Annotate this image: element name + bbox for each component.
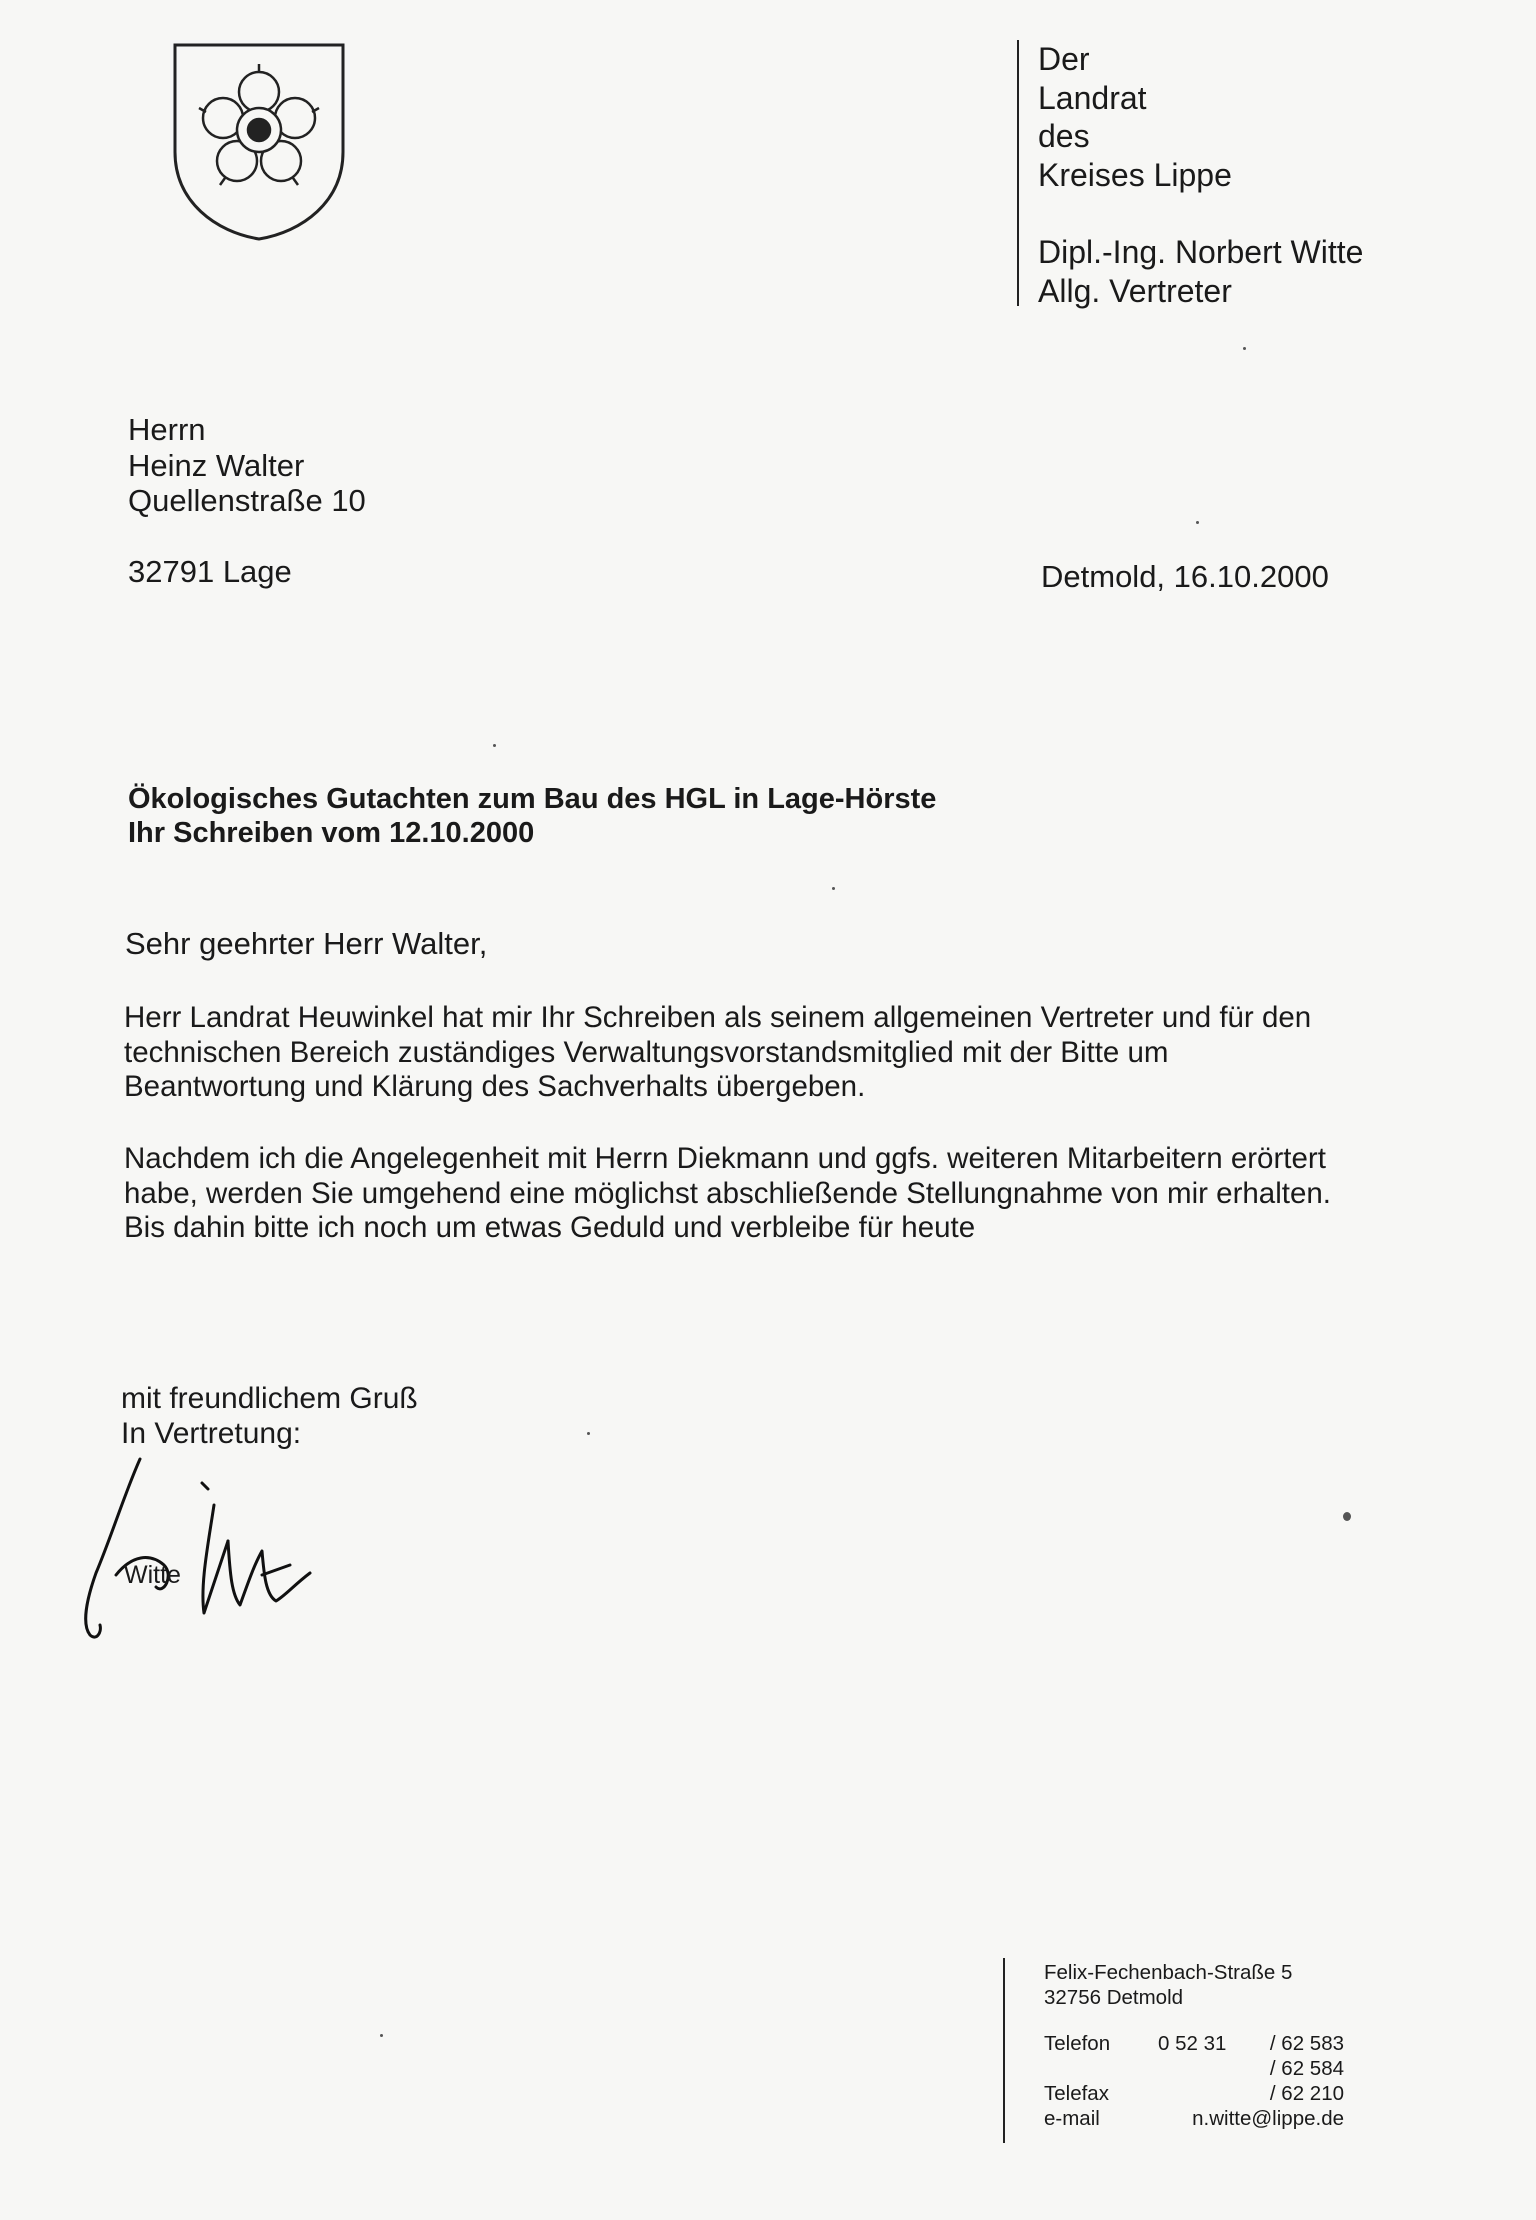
lippe-rose-coat-of-arms-icon <box>172 42 346 242</box>
recipient-street: Quellenstraße 10 <box>128 483 366 518</box>
scan-speck <box>380 2034 383 2037</box>
recipient-name: Heinz Walter <box>128 447 305 483</box>
contact-footer <box>1044 1960 1344 2131</box>
fax-extension: / 62 210 <box>1269 2082 1344 2105</box>
scan-speck <box>832 887 835 890</box>
sender-name: Dipl.-Ing. Norbert Witte <box>1038 234 1364 270</box>
recipient-title: Herrn <box>128 412 206 447</box>
footer-city: 32756 Detmold <box>1044 1986 1184 2009</box>
recipient-address <box>128 412 366 589</box>
body-paragraph <box>124 1001 1424 1105</box>
closing-phrase: mit freundlichem Gruß <box>121 1382 418 1415</box>
footer-divider <box>1003 1958 1005 2143</box>
recipient-city: 32791 Lage <box>128 553 292 589</box>
authority-line: Kreises Lippe <box>1038 156 1232 193</box>
body-line: Bis dahin bitte ich noch um etwas Geduld und verbleibe für heute <box>124 1211 976 1244</box>
scan-speck <box>587 1432 590 1435</box>
authority-line: Der <box>1038 41 1090 77</box>
letter-date: Detmold, 16.10.2000 <box>1041 559 1329 594</box>
sender-header <box>1038 40 1363 310</box>
phone-row-2 <box>1044 2056 1344 2081</box>
body-line: technischen Bereich zuständiges Verwaltungsvorstandsmitglied mit der Bitte um <box>124 1035 1169 1069</box>
scan-speck <box>1343 1512 1351 1521</box>
typed-signature-name: Witte <box>124 1561 181 1589</box>
email-row <box>1044 2106 1344 2131</box>
phone-row <box>1044 2031 1344 2056</box>
closing-proxy: In Vertretung: <box>121 1417 302 1450</box>
phone-prefix: 0 52 31 <box>1158 2032 1227 2055</box>
scan-speck <box>493 744 496 747</box>
scan-speck <box>1196 521 1199 524</box>
closing-block <box>121 1381 418 1451</box>
body-line: Herr Landrat Heuwinkel hat mir Ihr Schreiben als seinem allgemeinen Vertreter und für den <box>124 1001 1312 1034</box>
scan-speck <box>1243 347 1246 350</box>
body-line: Nachdem ich die Angelegenheit mit Herrn Diekmann und ggfs. weiteren Mitarbeitern erörtert <box>124 1142 1326 1175</box>
sender-role: Allg. Vertreter <box>1038 272 1232 309</box>
email-address: n.witte@lippe.de <box>1192 2107 1344 2130</box>
email-label: e-mail <box>1044 2107 1100 2130</box>
handwritten-signature <box>72 1455 342 1645</box>
subject-block <box>128 782 936 850</box>
fax-label: Telefax <box>1044 2082 1109 2105</box>
body-line: Beantwortung und Klärung des Sachverhalts übergeben. <box>124 1070 866 1103</box>
phone-label: Telefon <box>1044 2032 1111 2055</box>
header-divider <box>1017 40 1019 306</box>
reference-line: Ihr Schreiben vom 12.10.2000 <box>128 817 535 849</box>
authority-line: des <box>1038 118 1090 154</box>
authority-line: Landrat <box>1038 79 1147 116</box>
phone-extension-2: / 62 584 <box>1269 2057 1344 2080</box>
subject-line: Ökologisches Gutachten zum Bau des HGL in Lage-Hörste <box>128 783 937 815</box>
salutation: Sehr geehrter Herr Walter, <box>125 926 488 961</box>
phone-extension: / 62 583 <box>1269 2032 1344 2055</box>
fax-row <box>1044 2081 1344 2106</box>
body-line: habe, werden Sie umgehend eine möglichst abschließende Stellungnahme von mir erhalten. <box>124 1176 1331 1210</box>
footer-street: Felix-Fechenbach-Straße 5 <box>1044 1961 1293 1984</box>
body-paragraph <box>124 1142 1424 1246</box>
